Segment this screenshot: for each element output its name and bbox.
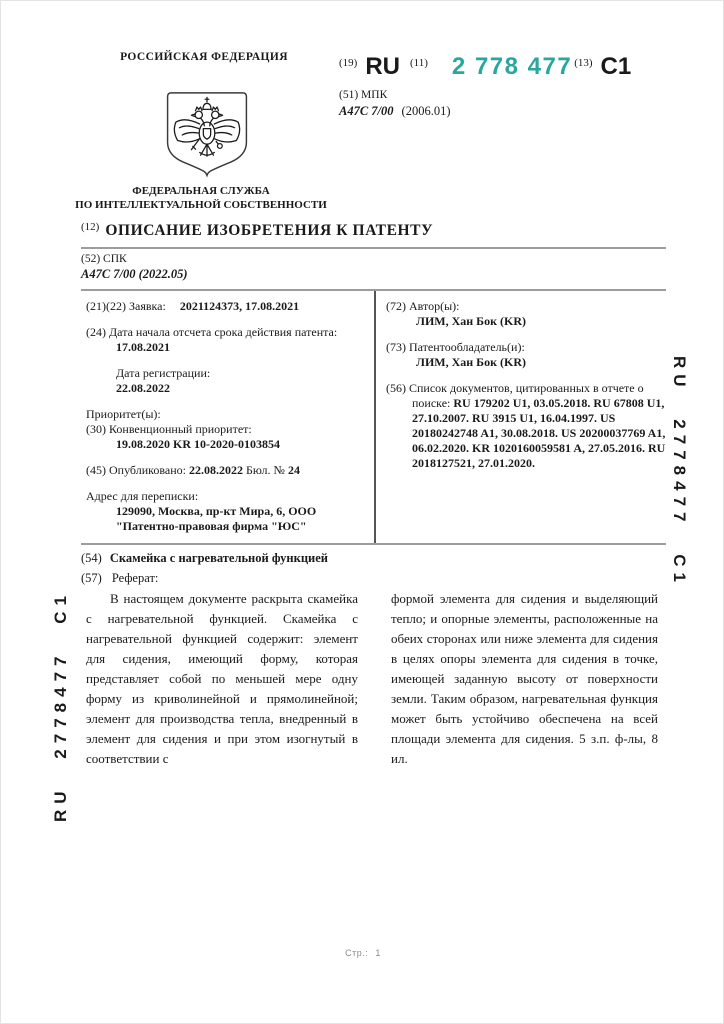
holders-entry bbox=[386, 340, 666, 370]
vertical-publication-number-right: RU 2778477 C1 bbox=[670, 356, 689, 588]
published-label: (45) Опубликовано: bbox=[86, 463, 186, 477]
vertical-publication-number-left: RU 2778477 C1 bbox=[51, 590, 70, 822]
bibliographic-table bbox=[81, 289, 666, 545]
page-footer bbox=[1, 948, 724, 958]
authors-label: (72) Автор(ы): bbox=[386, 299, 460, 313]
ipc-class: A47C 7/00 bbox=[339, 104, 394, 118]
inid-code-12: (12) bbox=[81, 221, 100, 233]
country-code: RU bbox=[365, 53, 400, 80]
holders-label: (73) Патентообладатель(и): bbox=[386, 340, 525, 354]
agency-name bbox=[59, 185, 343, 212]
inid-code-13: (13) bbox=[574, 57, 593, 69]
abstract-column-2: формой элемента для сидения и выделяющий тепло; и опорные элементы, расположенные на обеих сторонах или ниже элемента для сидения в целях опоры элемента для сидения в точке, имеющей заданную высоту от поверхности земли. Таким образом, нагревательная функция может быть устойчиво обеспечена на всей площади элемента для сидения. 5 з.п. ф-лы, 8 ил. bbox=[391, 591, 658, 766]
priority-header: Приоритет(ы): bbox=[86, 407, 161, 421]
country-name: РОССИЙСКАЯ ФЕДЕРАЦИЯ bbox=[120, 51, 288, 63]
ipc-classification bbox=[339, 104, 450, 119]
cited-documents-label: (56) Список документов, цитированных в отчете о поиске: bbox=[386, 381, 644, 410]
application-value: 2021124373, 17.08.2021 bbox=[179, 299, 300, 313]
convention-priority-value: 19.08.2020 KR 10-2020-0103854 bbox=[116, 437, 280, 451]
abstract-label: Реферат: bbox=[111, 571, 159, 585]
application-label: (21)(22) Заявка: bbox=[86, 299, 166, 313]
cpc-classification: A47C 7/00 (2022.05) bbox=[81, 267, 188, 281]
registration-date-label: Дата регистрации: bbox=[116, 366, 211, 380]
publication-number: 2 778 477 bbox=[451, 53, 573, 80]
cited-documents-entry bbox=[386, 381, 666, 471]
address-entry bbox=[86, 489, 366, 534]
agency-line1: ФЕДЕРАЛЬНАЯ СЛУЖБА bbox=[132, 185, 270, 197]
russia-coat-of-arms-icon bbox=[161, 91, 253, 179]
kind-code: C1 bbox=[600, 53, 632, 80]
page-number: 1 bbox=[375, 948, 381, 958]
address-line1: 129090, Москва, пр-кт Мира, 6, ООО bbox=[116, 504, 317, 518]
abstract-label-row bbox=[81, 571, 158, 586]
registration-date-entry bbox=[86, 366, 366, 396]
bulletin-number: 24 bbox=[287, 463, 300, 477]
page-label: Стр.: bbox=[345, 948, 369, 958]
start-date-value: 17.08.2021 bbox=[116, 340, 170, 354]
agency-line2: ПО ИНТЕЛЛЕКТУАЛЬНОЙ СОБСТВЕННОСТИ bbox=[75, 198, 327, 211]
invention-title-row bbox=[81, 551, 328, 566]
ipc-version: (2006.01) bbox=[401, 104, 451, 118]
address-label: Адрес для переписки: bbox=[86, 489, 199, 503]
invention-title: Скамейка с нагревательной функцией bbox=[109, 551, 328, 565]
address-line2: "Патентно-правовая фирма "ЮС" bbox=[116, 519, 307, 533]
document-type-title: ОПИСАНИЕ ИЗОБРЕТЕНИЯ К ПАТЕНТУ bbox=[105, 222, 434, 239]
abstract-column-1: В настоящем документе раскрыта скамейка с нагревательной функцией. Скамейка с нагревательной функцией содержит: элемент для сидения, имеющий форму, которая представляет собой по меньшей мере одну форму из криволинейной и прямолинейной; элемент для производства тепла, внедренный в элемент для сидения и при этом изогнутый в соответствии с bbox=[86, 591, 358, 766]
publication-number-row bbox=[339, 53, 631, 81]
inid-code-54: (54) bbox=[81, 551, 102, 565]
published-date: 22.08.2022 bbox=[188, 463, 243, 477]
start-date-label: (24) Дата начала отсчета срока действия патента: bbox=[86, 325, 338, 339]
convention-priority-label: (30) Конвенционный приоритет: bbox=[86, 422, 252, 436]
ipc-label: (51) МПК bbox=[339, 89, 388, 101]
start-date-entry bbox=[86, 325, 366, 355]
priority-entry bbox=[86, 407, 366, 452]
inid-code-57: (57) bbox=[81, 571, 102, 585]
registration-date-value: 22.08.2022 bbox=[116, 381, 170, 395]
heading-divider bbox=[81, 247, 666, 249]
abstract-text bbox=[86, 589, 658, 769]
document-heading bbox=[81, 222, 433, 240]
cited-documents-value: RU 179202 U1, 03.05.2018. RU 67808 U1, 27.10.2007. RU 3915 U1, 16.04.1997. US 20180242748 A1, 30.08.2018. US 20200037769 A1, 06.02.2020. KR 1020160059581 A, 27.05.2016. RU 2018127521, 27.01.2020. bbox=[412, 396, 666, 470]
inid-code-19: (19) bbox=[339, 57, 358, 69]
holders-value: ЛИМ, Хан Бок (KR) bbox=[416, 355, 527, 369]
application-entry bbox=[86, 299, 366, 314]
inid-code-11: (11) bbox=[410, 57, 428, 69]
authors-value: ЛИМ, Хан Бок (KR) bbox=[416, 314, 527, 328]
published-entry bbox=[86, 463, 366, 478]
bulletin-label: Бюл. № bbox=[245, 463, 285, 477]
authors-entry bbox=[386, 299, 666, 329]
biblio-left-column bbox=[81, 291, 376, 543]
cpc-label: (52) СПК bbox=[81, 253, 127, 265]
biblio-right-column bbox=[376, 291, 666, 543]
